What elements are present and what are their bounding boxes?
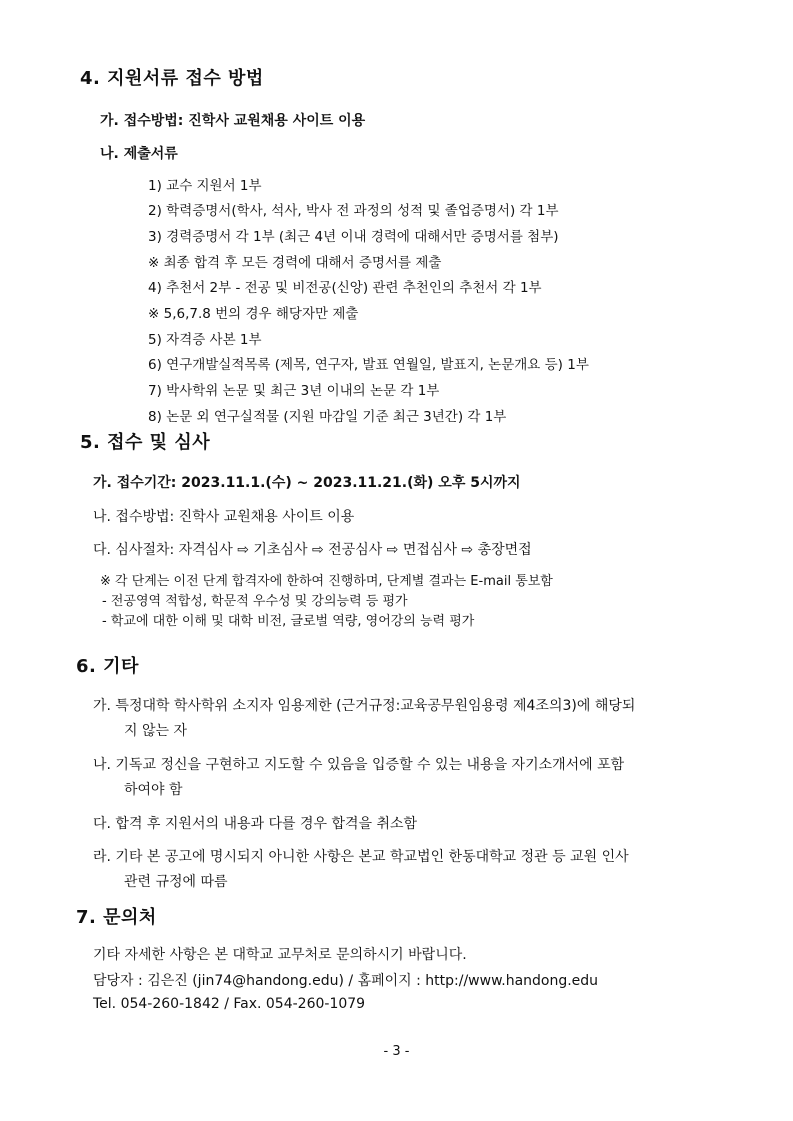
- section-5-item-a: 가. 접수기간: 2023.11.1.(수) ~ 2023.11.21.(화) 오후 5시까지: [93, 475, 521, 491]
- page-number: - 3 -: [383, 1044, 410, 1059]
- section-4-item-b: 나. 제출서류: [100, 146, 178, 162]
- document-item-7: 7) 박사학위 논문 및 최근 3년 이내의 논문 각 1부: [148, 383, 440, 399]
- contact-line-3: Tel. 054-260-1842 / Fax. 054-260-1079: [93, 996, 366, 1012]
- section-5-note-3: - 학교에 대한 이해 및 대학 비전, 글로벌 역량, 영어강의 능력 평가: [102, 614, 475, 629]
- section-6-item-b-cont: 하여야 함: [124, 782, 183, 798]
- section-6-item-d-cont: 관련 규정에 따름: [124, 874, 228, 890]
- section-6-title: 6. 기타: [76, 656, 139, 677]
- document-note-2: ※ 5,6,7.8 번의 경우 해당자만 제출: [148, 306, 359, 322]
- contact-line-2: 담당자 : 김은진 (jin74@handong.edu) / 홈페이지 : http://www.handong.edu: [93, 973, 599, 989]
- section-6-item-c: 다. 합격 후 지원서의 내용과 다를 경우 합격을 취소함: [93, 816, 418, 832]
- document-item-5: 5) 자격증 사본 1부: [148, 332, 262, 348]
- section-5-note-2: - 전공영역 적합성, 학문적 우수성 및 강의능력 등 평가: [102, 594, 408, 609]
- document-item-4: 4) 추천서 2부 - 전공 및 비전공(신앙) 관련 추천인의 추천서 각 1부: [148, 280, 542, 296]
- document-note-1: ※ 최종 합격 후 모든 경력에 대해서 증명서를 제출: [148, 255, 442, 271]
- document-item-8: 8) 논문 외 연구실적물 (지원 마감일 기준 최근 3년간) 각 1부: [148, 409, 507, 425]
- document-item-2: 2) 학력증명서(학사, 석사, 박사 전 과정의 성적 및 졸업증명서) 각 1부: [148, 203, 559, 219]
- section-6-item-d: 라. 기타 본 공고에 명시되지 아니한 사항은 본교 학교법인 한동대학교 정관 등 교원 인사: [93, 849, 629, 865]
- document-item-3: 3) 경력증명서 각 1부 (최근 4년 이내 경력에 대해서만 증명서를 첨부): [148, 229, 559, 245]
- contact-line-1: 기타 자세한 사항은 본 대학교 교무처로 문의하시기 바랍니다.: [93, 947, 467, 963]
- section-7-title: 7. 문의처: [76, 907, 157, 928]
- section-5-item-c: 다. 심사절차: 자격심사 ⇨ 기초심사 ⇨ 전공심사 ⇨ 면접심사 ⇨ 총장면접: [93, 542, 532, 558]
- document-item-1: 1) 교수 지원서 1부: [148, 178, 262, 194]
- section-4-item-a: 가. 접수방법: 진학사 교원채용 사이트 이용: [100, 113, 366, 129]
- section-6-item-a-cont: 지 않는 자: [124, 723, 187, 739]
- document-item-6: 6) 연구개발실적목록 (제목, 연구자, 발표 연월일, 발표지, 논문개요 등) 1부: [148, 357, 589, 373]
- section-5-title: 5. 접수 및 심사: [80, 432, 211, 453]
- section-6-item-a: 가. 특정대학 학사학위 소지자 임용제한 (근거규정:교육공무원임용령 제4조의3)에 해당되: [93, 698, 636, 714]
- section-6-item-b: 나. 기독교 정신을 구현하고 지도할 수 있음을 입증할 수 있는 내용을 자기소개서에 포함: [93, 757, 625, 773]
- section-5-item-b: 나. 접수방법: 진학사 교원채용 사이트 이용: [93, 509, 355, 525]
- section-5-note-1: ※ 각 단계는 이전 단계 합격자에 한하여 진행하며, 단계별 결과는 E-mail 통보함: [100, 574, 553, 589]
- section-4-title: 4. 지원서류 접수 방법: [80, 68, 264, 89]
